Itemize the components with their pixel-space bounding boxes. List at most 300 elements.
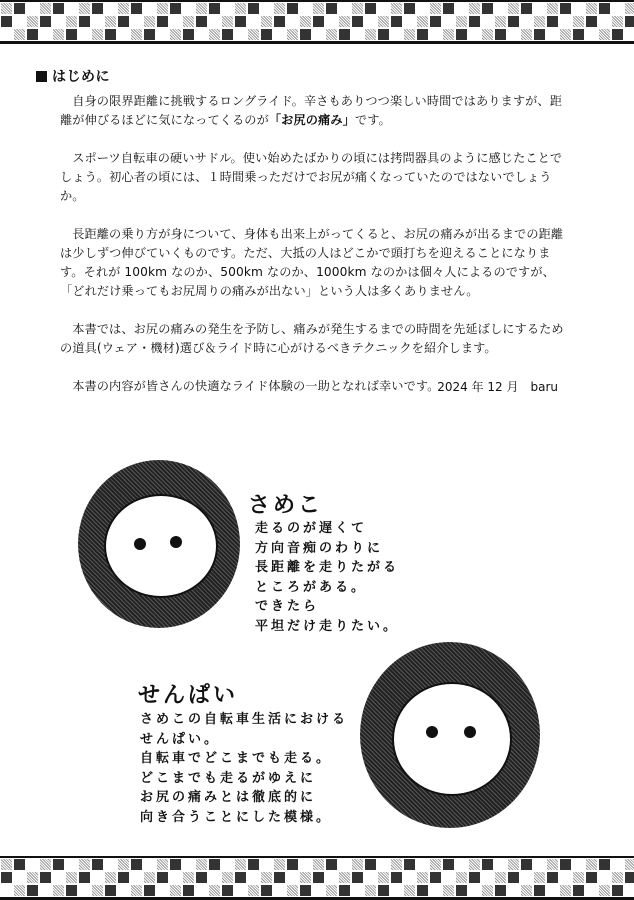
checker-cell (403, 2, 416, 15)
checker-cell (468, 858, 481, 871)
checker-cell (247, 884, 260, 897)
checker-cell (156, 858, 169, 871)
checker-cell (234, 15, 247, 28)
checker-cell (208, 28, 221, 41)
checker-cell (117, 884, 130, 897)
checker-cell (39, 2, 52, 15)
checker-cell (247, 858, 260, 871)
checker-cell (182, 858, 195, 871)
checker-cell (143, 884, 156, 897)
checker-cell (13, 15, 26, 28)
checker-cell (403, 871, 416, 884)
checker-cell (520, 884, 533, 897)
checker-cell (338, 28, 351, 41)
checker-cell (403, 15, 416, 28)
checker-cell (377, 15, 390, 28)
checker-cell (26, 871, 39, 884)
checker-cell (429, 871, 442, 884)
checker-cell (273, 28, 286, 41)
checker-cell (312, 858, 325, 871)
checker-cell (624, 2, 634, 15)
checker-cell (364, 884, 377, 897)
checker-cell (130, 884, 143, 897)
description-line: 長距離を走りたがる (255, 560, 400, 575)
checker-cell (442, 858, 455, 871)
checker-cell (26, 15, 39, 28)
checker-cell (247, 28, 260, 41)
checker-cell (559, 871, 572, 884)
checker-cell (247, 15, 260, 28)
checker-cell (247, 2, 260, 15)
checker-cell (156, 871, 169, 884)
checker-cell (325, 28, 338, 41)
checker-cell (65, 28, 78, 41)
checker-cell (273, 871, 286, 884)
checker-cell (507, 871, 520, 884)
checker-cell (338, 15, 351, 28)
checker-cell (117, 28, 130, 41)
character-desc-sameko (255, 519, 399, 636)
checker-cell (104, 884, 117, 897)
checker-cell (26, 28, 39, 41)
checker-cell (364, 871, 377, 884)
checker-cell (117, 15, 130, 28)
checker-cell (494, 2, 507, 15)
description-line: お尻の痛みとは徹底的に (140, 790, 317, 805)
paragraph-text: 本書では、お尻の痛みの発生を予防し、痛みが発生するまでの時間を先延ばしにするための道具(ウェア・機材)選び＆ライド時に心がけるべきテクニックを紹介します。 (60, 322, 564, 355)
checker-cell (299, 15, 312, 28)
checker-cell (572, 2, 585, 15)
checker-cell (156, 15, 169, 28)
checker-cell (585, 858, 598, 871)
signature-date: 2024 年 12 月 baru (437, 380, 558, 394)
checker-cell (78, 28, 91, 41)
checker-cell (221, 28, 234, 41)
checker-cell (507, 2, 520, 15)
checker-cell (559, 858, 572, 871)
checker-cell (325, 2, 338, 15)
checker-cell (260, 884, 273, 897)
checker-cell (221, 884, 234, 897)
checker-cell (26, 884, 39, 897)
checker-cell (455, 15, 468, 28)
checker-cell (169, 15, 182, 28)
checker-cell (26, 858, 39, 871)
checker-cell (351, 2, 364, 15)
sameko-face (104, 494, 218, 598)
checker-cell (442, 15, 455, 28)
checker-cell (468, 884, 481, 897)
checker-cell (260, 2, 273, 15)
checker-cell (182, 871, 195, 884)
checker-cell (338, 884, 351, 897)
checker-cell (351, 15, 364, 28)
checker-cell (104, 2, 117, 15)
checker-cell (520, 15, 533, 28)
eye-icon (170, 536, 182, 548)
checker-cell (611, 28, 624, 41)
checker-cell (611, 15, 624, 28)
checker-cell (468, 28, 481, 41)
checker-cell (39, 871, 52, 884)
checker-cell (572, 15, 585, 28)
checker-cell (104, 28, 117, 41)
checker-cell (494, 884, 507, 897)
checker-cell (598, 858, 611, 871)
checker-cell (52, 15, 65, 28)
checker-cell (403, 28, 416, 41)
checker-cell (91, 858, 104, 871)
checker-cell (169, 28, 182, 41)
intro-paragraph (60, 225, 570, 301)
checker-cell (364, 2, 377, 15)
checker-cell (221, 2, 234, 15)
checker-cell (143, 858, 156, 871)
checker-cell (442, 871, 455, 884)
checker-cell (416, 871, 429, 884)
checker-cell (429, 2, 442, 15)
checker-cell (572, 28, 585, 41)
checker-cell (585, 28, 598, 41)
checker-cell (546, 884, 559, 897)
checker-cell (546, 15, 559, 28)
checker-cell (299, 28, 312, 41)
checker-cell (78, 858, 91, 871)
checker-cell (169, 858, 182, 871)
checker-cell (390, 871, 403, 884)
checker-cell (195, 28, 208, 41)
emphasis-text: 「お尻の痛み」 (268, 113, 355, 127)
checker-cell (299, 884, 312, 897)
checker-cell (299, 2, 312, 15)
checker-cell (182, 28, 195, 41)
checker-cell (221, 871, 234, 884)
checker-cell (273, 2, 286, 15)
checker-cell (234, 871, 247, 884)
checker-cell (507, 858, 520, 871)
checker-cell (65, 871, 78, 884)
checker-cell (195, 2, 208, 15)
checker-cell (52, 871, 65, 884)
checker-cell (117, 2, 130, 15)
description-line: 向き合うことにした模様。 (140, 809, 333, 825)
checker-cell (208, 15, 221, 28)
checker-cell (468, 871, 481, 884)
checker-cell (546, 871, 559, 884)
checker-cell (39, 884, 52, 897)
checker-cell (338, 871, 351, 884)
description-line: 方向音痴のわりに (255, 540, 384, 556)
checker-cell (494, 15, 507, 28)
checker-cell (611, 884, 624, 897)
eye-icon (134, 538, 146, 550)
checker-cell (312, 28, 325, 41)
sameko-portrait (78, 460, 240, 628)
checker-cell (390, 858, 403, 871)
checker-cell (481, 28, 494, 41)
checker-cell (286, 15, 299, 28)
checker-cell (273, 858, 286, 871)
checker-cell (364, 28, 377, 41)
checker-cell (468, 2, 481, 15)
checker-cell (312, 15, 325, 28)
checker-cell (91, 15, 104, 28)
checker-cell (91, 28, 104, 41)
intro-paragraph (60, 92, 570, 130)
checker-cell (416, 858, 429, 871)
checker-cell (143, 871, 156, 884)
checker-cell (338, 858, 351, 871)
checker-cell (104, 15, 117, 28)
checker-cell (156, 28, 169, 41)
checker-cell (39, 15, 52, 28)
checker-cell (429, 884, 442, 897)
checker-cell (429, 858, 442, 871)
checker-cell (507, 28, 520, 41)
checker-cell (91, 871, 104, 884)
section-heading: はじめに (36, 66, 110, 86)
checker-cell (481, 858, 494, 871)
checker-cell (78, 871, 91, 884)
description-line: さめこの自転車生活における (140, 712, 349, 727)
checker-cell (559, 15, 572, 28)
checker-cell (182, 15, 195, 28)
checker-cell (208, 858, 221, 871)
checker-cell (351, 28, 364, 41)
checker-cell (624, 858, 634, 871)
checker-cell (455, 884, 468, 897)
checker-cell (143, 2, 156, 15)
checker-cell (52, 884, 65, 897)
checker-cell (312, 2, 325, 15)
checker-cell (91, 884, 104, 897)
checker-cell (91, 2, 104, 15)
checker-cell (390, 28, 403, 41)
checker-cell (273, 884, 286, 897)
checker-cell (572, 858, 585, 871)
checker-cell (0, 858, 13, 871)
checker-cell (611, 858, 624, 871)
checker-cell (364, 858, 377, 871)
checker-cell (481, 884, 494, 897)
checker-cell (169, 2, 182, 15)
senpai-portrait (360, 642, 540, 828)
checker-cell (208, 2, 221, 15)
checker-cell (559, 2, 572, 15)
checker-cell (468, 15, 481, 28)
checker-cell (416, 15, 429, 28)
checker-cell (507, 884, 520, 897)
checker-cell (169, 884, 182, 897)
checker-cell (260, 28, 273, 41)
checker-cell (442, 884, 455, 897)
checker-cell (533, 2, 546, 15)
intro-paragraph (60, 149, 570, 206)
checker-cell (13, 28, 26, 41)
description-line: 走るのが遅くて (255, 521, 368, 536)
checker-cell (533, 871, 546, 884)
checker-cell (13, 858, 26, 871)
checker-cell (299, 858, 312, 871)
checker-cell (234, 28, 247, 41)
checker-cell (429, 28, 442, 41)
checker-cell (520, 2, 533, 15)
intro-text (60, 92, 570, 396)
checker-cell (312, 884, 325, 897)
checker-cell (455, 858, 468, 871)
checker-cell (13, 871, 26, 884)
checker-cell (104, 858, 117, 871)
checker-cell (390, 15, 403, 28)
checker-cell (572, 884, 585, 897)
description-line: 平坦だけ走りたい。 (255, 618, 400, 634)
paragraph-text: 自身の限界距離に挑戦するロングライド。辛さもありつつ楽しい時間ではありますが、距離が伸びるほどに気になってくるのが (60, 94, 562, 127)
character-name-senpai: せんぱい (138, 683, 239, 708)
checker-cell (455, 28, 468, 41)
checker-cell (286, 884, 299, 897)
checker-cell (286, 2, 299, 15)
checker-cell (338, 2, 351, 15)
checker-cell (195, 15, 208, 28)
checker-cell (195, 858, 208, 871)
checker-cell (559, 28, 572, 41)
checker-cell (481, 15, 494, 28)
senpai-face (392, 682, 512, 796)
checker-cell (455, 871, 468, 884)
checker-cell (26, 2, 39, 15)
checker-cell (364, 15, 377, 28)
checker-cell (598, 884, 611, 897)
checker-cell (0, 884, 13, 897)
square-bullet-icon (36, 71, 47, 82)
checker-cell (520, 28, 533, 41)
checker-cell (351, 884, 364, 897)
checker-cell (377, 28, 390, 41)
checker-cell (455, 2, 468, 15)
checker-cell (481, 871, 494, 884)
checker-cell (585, 15, 598, 28)
checker-cell (117, 858, 130, 871)
checker-cell (221, 858, 234, 871)
checker-cell (624, 28, 634, 41)
description-line: どこまでも走るがゆえに (140, 770, 317, 786)
checker-cell (13, 2, 26, 15)
checker-cell (533, 28, 546, 41)
paragraph-text: 長距離の乗り方が身について、身体も出来上がってくると、お尻の痛みが出るまでの距離は少しずつ伸びていくものです。ただ、大抵の人はどこかで頭打ちを迎えることになります。それが 100km なのか、500km なのか、1000km なのかは個々人によるのですが、「どれだけ乗ってもお尻周りの痛みが出ない」という人は多くありません。 (60, 227, 564, 298)
eye-icon (426, 726, 438, 738)
character-desc-senpai (140, 710, 348, 827)
checker-cell (286, 28, 299, 41)
checker-cell (312, 871, 325, 884)
checker-cell (221, 15, 234, 28)
checker-cell (429, 15, 442, 28)
checker-cell (130, 871, 143, 884)
checker-cell (0, 871, 13, 884)
checker-cell (13, 884, 26, 897)
checker-cell (260, 15, 273, 28)
checker-cell (325, 858, 338, 871)
checker-cell (65, 15, 78, 28)
paragraph-text: です。 (354, 113, 391, 127)
description-line: せんぱい。 (140, 731, 221, 747)
checker-cell (130, 858, 143, 871)
checker-cell (377, 884, 390, 897)
checker-cell (585, 871, 598, 884)
checker-cell (104, 871, 117, 884)
checker-cell (65, 858, 78, 871)
eye-icon (464, 726, 476, 738)
checker-cell (130, 2, 143, 15)
checker-cell (52, 28, 65, 41)
checker-cell (325, 15, 338, 28)
checker-cell (286, 871, 299, 884)
intro-paragraph (60, 320, 570, 358)
checker-cell (416, 2, 429, 15)
checker-cell (520, 858, 533, 871)
checker-cell (182, 2, 195, 15)
checker-cell (130, 28, 143, 41)
description-line: ところがある。 (255, 579, 368, 595)
checker-cell (533, 858, 546, 871)
checker-cell (442, 28, 455, 41)
checker-cell (52, 858, 65, 871)
checker-cell (416, 28, 429, 41)
bottom-checker-border (0, 856, 634, 900)
checker-cell (494, 28, 507, 41)
checker-cell (273, 15, 286, 28)
checker-cell (78, 15, 91, 28)
checker-cell (494, 858, 507, 871)
checker-cell (234, 858, 247, 871)
checker-cell (611, 2, 624, 15)
checker-cell (598, 28, 611, 41)
checker-cell (559, 884, 572, 897)
checker-cell (78, 884, 91, 897)
checker-cell (572, 871, 585, 884)
checker-cell (481, 2, 494, 15)
checker-cell (533, 15, 546, 28)
checker-cell (39, 28, 52, 41)
checker-cell (195, 884, 208, 897)
checker-cell (494, 871, 507, 884)
checker-cell (247, 871, 260, 884)
checker-cell (390, 2, 403, 15)
checker-cell (260, 858, 273, 871)
checker-cell (325, 871, 338, 884)
paragraph-text: スポーツ自転車の硬いサドル。使い始めたばかりの頃には拷問器具のように感じたことでしょう。初心者の頃には、１時間乗っただけでお尻が痛くなっていたのではないでしょうか。 (60, 151, 563, 203)
checker-cell (208, 884, 221, 897)
checker-cell (65, 2, 78, 15)
checker-cell (156, 2, 169, 15)
checker-cell (130, 15, 143, 28)
checker-cell (234, 2, 247, 15)
description-line: できたら (255, 599, 320, 614)
checker-cell (52, 2, 65, 15)
checker-cell (442, 2, 455, 15)
checker-cell (182, 884, 195, 897)
checker-cell (260, 871, 273, 884)
checker-cell (585, 884, 598, 897)
checker-cell (546, 28, 559, 41)
checker-cell (585, 2, 598, 15)
top-checker-border (0, 0, 634, 44)
checker-cell (507, 15, 520, 28)
character-name-sameko: さめこ (248, 493, 324, 518)
checker-cell (0, 2, 13, 15)
checker-cell (351, 858, 364, 871)
checker-cell (533, 884, 546, 897)
checker-cell (390, 884, 403, 897)
